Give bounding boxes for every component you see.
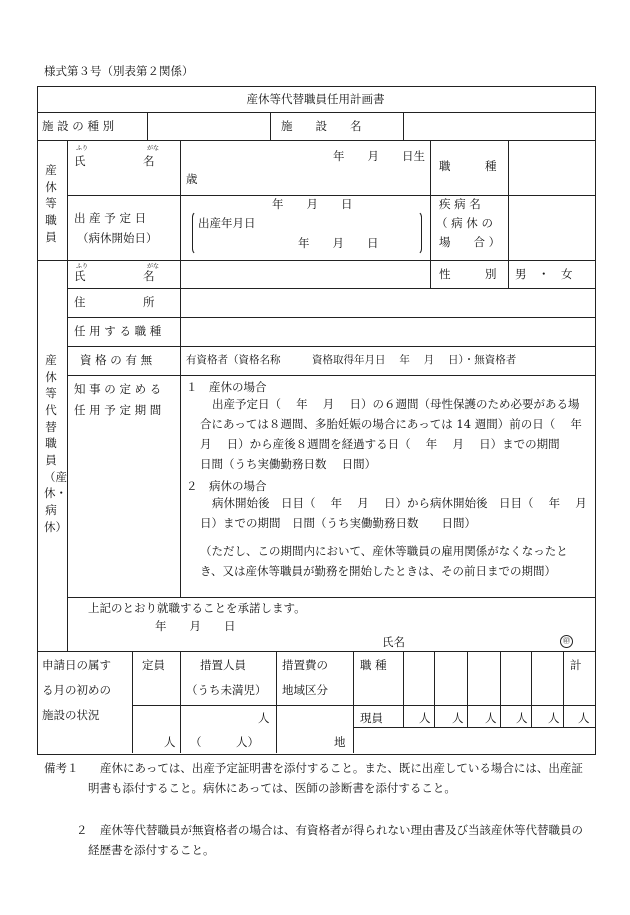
total-label: 計 xyxy=(570,658,582,672)
birth-date-ymd: 年 月 日 xyxy=(298,236,379,250)
status-label-1: 申請日の属す xyxy=(42,658,111,672)
seal-icon: ㊞ xyxy=(560,635,573,648)
due-date-sub-label: （病休開始日） xyxy=(77,231,158,245)
cost-label-1: 措置費の xyxy=(282,658,328,672)
staff-unit: 人 xyxy=(258,711,270,725)
leave-staff-age: 歳 xyxy=(186,172,198,186)
period-heading-2: ２ 病休の場合 xyxy=(186,479,267,493)
period-body-1: 出産予定日（ 年 月 日）の６週間（母性保護のため必要がある場合にあっては８週間、多胎妊娠の場合にあっては 14 週間）前の日（ 年 月 日）から産後８週間を経過する日（ 年 月 日）までの期間 日間（うち実働勤務日数 日間） xyxy=(200,397,598,471)
substitute-position-label: 任 用 す る 職 種 xyxy=(74,324,162,338)
period-heading-1: １ 産休の場合 xyxy=(186,380,267,394)
period-note-2: （ただし、この期間内において、産休等職員の雇用関係がなくなったとき、又は産休等職員が勤務を開始したときは、その前日までの期間） xyxy=(200,544,568,578)
current-unit-3: 人 xyxy=(485,711,497,725)
period-body-2: 病休開始後 日目（ 年 月 日）から病休開始後 日目（ 年 月 日）までの期間 日間（うち実働勤務日数 日間） xyxy=(200,496,602,530)
form-title: 産休等代替職員任用計画書 xyxy=(246,92,385,106)
note-2-prefix: ２ xyxy=(76,823,88,837)
leave-staff-position-label: 職 種 xyxy=(439,159,497,173)
leave-staff-name-label: 氏 名 xyxy=(74,154,155,168)
current-unit-6: 人 xyxy=(578,711,590,725)
current-unit-5: 人 xyxy=(548,711,560,725)
due-date-ymd: 年 月 日 xyxy=(272,197,353,211)
period-label-2: 任 用 予 定 期 間 xyxy=(74,403,162,417)
illness-label-1: 疾 病 名 xyxy=(439,197,481,211)
note-1-text: 産休にあっては、出産予定証明書を添付すること。また、既に出産している場合には、出産証明書も添付すること。病休にあっては、医師の診断書を添付すること。 xyxy=(88,761,583,795)
consent-date: 年 月 日 xyxy=(155,619,236,633)
substitute-name-label: 氏 名 xyxy=(74,269,155,283)
facility-name-label: 施 設 名 xyxy=(281,119,362,133)
job-label: 職 種 xyxy=(360,658,387,672)
cost-label-2: 地域区分 xyxy=(282,683,328,697)
illness-label-2: （ 病 休 の xyxy=(436,216,493,230)
note-2-text: 産休等代替職員が無資格者の場合は、有資格者が得られない理由書及び当該産休等代替職員の経歴書を添付すること。 xyxy=(88,823,583,857)
due-date-label: 出 産 予 定 日 xyxy=(74,211,147,225)
substitute-side-label: 産休等代替職員（産休・病休） xyxy=(44,353,67,534)
form-number: 様式第３号（別表第２関係） xyxy=(44,64,194,78)
illness-label-3: 場 合 ） xyxy=(439,235,501,249)
signature-label: 氏名 xyxy=(382,635,405,649)
qualification-value[interactable]: 有資格者（資格名称 資格取得年月日 年 月 日）・無資格者 xyxy=(186,354,517,366)
cost-unit: 地 xyxy=(334,735,346,749)
staff-label: 措置人員 xyxy=(200,658,246,672)
staff-sub-unit: （ 人） xyxy=(190,735,259,749)
note-1-prefix: 備考１ xyxy=(44,761,79,775)
substitute-gender-label: 性 別 xyxy=(439,267,497,281)
substitute-address-label: 住 所 xyxy=(74,295,155,309)
leave-staff-side-label: 産休等職員 xyxy=(45,163,57,244)
consent-text: 上記のとおり就職することを承諾します。 xyxy=(88,601,306,615)
qualification-label: 資 格 の 有 無 xyxy=(80,353,153,367)
capacity-unit: 人 xyxy=(164,735,176,749)
current-unit-1: 人 xyxy=(419,711,431,725)
substitute-gender-options[interactable]: 男 ・ 女 xyxy=(515,267,573,281)
period-label-1: 知 事 の 定 め る xyxy=(74,382,162,396)
status-label-2: る月の初めの xyxy=(42,683,111,697)
current-label: 現員 xyxy=(360,711,383,725)
facility-type-label: 施 設 の 種 別 xyxy=(42,119,115,133)
current-unit-2: 人 xyxy=(452,711,464,725)
leave-staff-dob: 年 月 日生 xyxy=(333,149,425,163)
current-unit-4: 人 xyxy=(516,711,528,725)
staff-sub-label: （うち未満児） xyxy=(186,683,267,697)
status-label-3: 施設の状況 xyxy=(42,708,100,722)
capacity-label: 定員 xyxy=(142,658,165,672)
birth-date-label: 出産年月日 xyxy=(198,216,256,230)
